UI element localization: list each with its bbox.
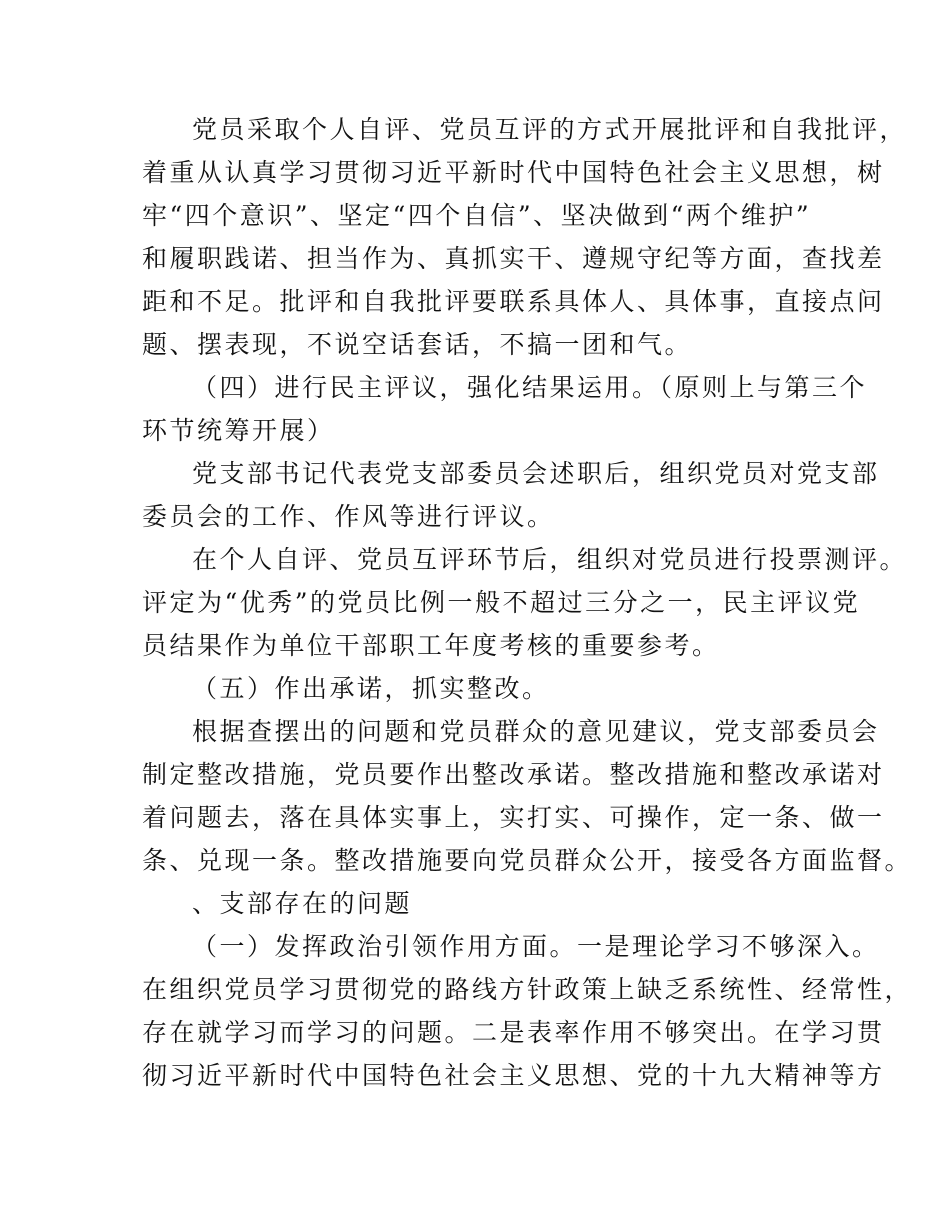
text-line: 存在就学习而学习的问题。二是表率作用不够突出。在学习贯 <box>142 1018 885 1047</box>
text-line: 着问题去，落在具体实事上，实打实、可操作，定一条、做一 <box>142 803 885 832</box>
text-line: 在个人自评、党员互评环节后，组织对党员进行投票测评。 <box>192 545 908 574</box>
text-line: 党支部书记代表党支部委员会述职后，组织党员对党支部 <box>192 459 880 488</box>
text-line: 题、摆表现，不说空话套话，不搞一团和气。 <box>142 330 693 359</box>
text-line: （一）发挥政治引领作用方面。一是理论学习不够深入。 <box>192 932 880 961</box>
text-line: 彻习近平新时代中国特色社会主义思想、党的十九大精神等方 <box>142 1061 885 1090</box>
text-line: 距和不足。批评和自我批评要联系具体人、具体事，直接点问 <box>142 287 885 316</box>
text-line: 制定整改措施，党员要作出整改承诺。整改措施和整改承诺对 <box>142 760 885 789</box>
text-line: 委员会的工作、作风等进行评议。 <box>142 502 555 531</box>
text-line: 员结果作为单位干部职工年度考核的重要参考。 <box>142 631 720 660</box>
text-line: 牢“四个意识”、坚定“四个自信”、坚决做到“两个维护” <box>142 201 812 230</box>
text-line: 条、兑现一条。整改措施要向党员群众公开，接受各方面监督。 <box>142 846 913 875</box>
text-line: 评定为“优秀”的党员比例一般不超过三分之一，民主评议党 <box>142 588 861 617</box>
text-line: 在组织党员学习贯彻党的路线方针政策上缺乏系统性、经常性， <box>142 975 913 1004</box>
text-line: 根据查摆出的问题和党员群众的意见建议，党支部委员会 <box>192 717 880 746</box>
text-line: 和履职践诺、担当作为、真抓实干、遵规守纪等方面，查找差 <box>142 244 885 273</box>
section-heading: 、支部存在的问题 <box>192 889 413 918</box>
text-line: 党员采取个人自评、党员互评的方式开展批评和自我批评， <box>192 115 908 144</box>
section-heading-continued: 环节统筹开展） <box>142 416 335 445</box>
text-line: 着重从认真学习贯彻习近平新时代中国特色社会主义思想，树 <box>142 158 885 187</box>
section-heading: （五）作出承诺，抓实整改。 <box>192 674 550 703</box>
section-heading: （四）进行民主评议，强化结果运用。（原则上与第三个 <box>192 373 868 402</box>
